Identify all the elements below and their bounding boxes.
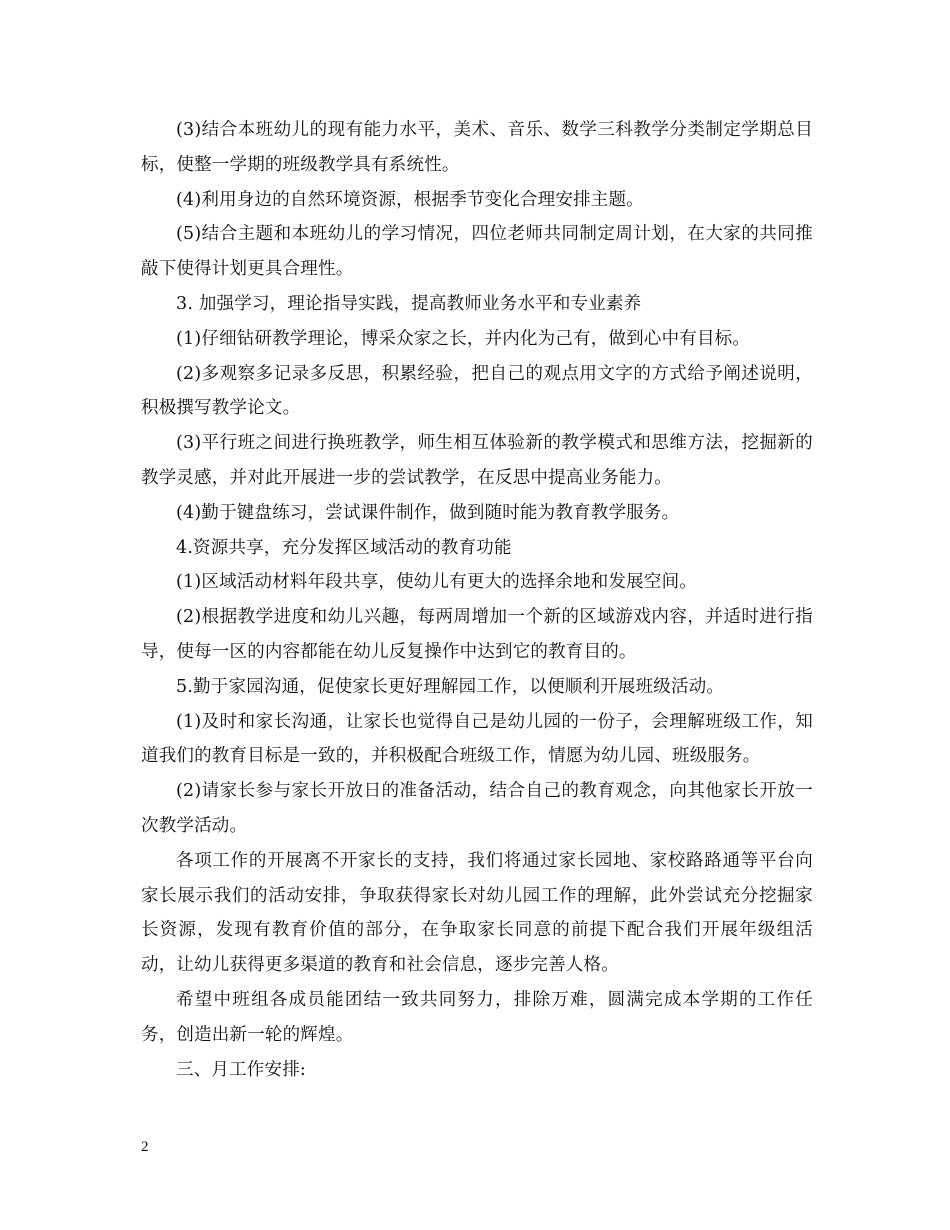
document-body [141,113,813,1087]
paragraph: 各项工作的开展离不开家长的支持，我们将通过家长园地、家校路路通等平台向家长展示我们的活动安排，争取获得家长对幼儿园工作的理解，此外尝试充分挖掘家长资源，发现有教育价值的部分，在争取家长同意的前提下配合我们开展年级组活动，让幼儿获得更多渠道的教育和社会信息，逐步完善人格。 [141,850,813,976]
paragraph: (3)结合本班幼儿的现有能力水平，美术、音乐、数学三科教学分类制定学期总目标，使整一学期的班级教学具有系统性。 [141,120,813,175]
section-heading: 三、月工作安排: [176,1059,306,1080]
paragraph: (1)区域活动材料年段共享，使幼儿有更大的选择余地和发展空间。 [176,572,697,593]
paragraph: (5)结合主题和本班幼儿的学习情况，四位老师共同制定周计划，在大家的共同推敲下使得计划更具合理性。 [141,224,813,280]
paragraph: (4)利用身边的自然环境资源，根据季节变化合理安排主题。 [176,189,644,210]
paragraph: (2)请家长参与家长开放日的准备活动，结合自己的教育观念，向其他家长开放一次教学活动。 [141,781,813,836]
section-heading: 5.勤于家园沟通，促使家长更好理解园工作，以便顺利开展班级活动。 [176,676,725,697]
section-heading: 4.资源共享，充分发挥区域活动的教育功能 [176,537,512,558]
paragraph: 希望中班组各成员能团结一致共同努力，排除万难，圆满完成本学期的工作任务，创造出新一轮的辉煌。 [141,989,813,1045]
paragraph: (2)根据教学进度和幼儿兴趣，每两周增加一个新的区域游戏内容，并适时进行指导，使每一区的内容都能在幼儿反复操作中达到它的教育目的。 [141,607,813,662]
paragraph: (1)及时和家长沟通，让家长也觉得自己是幼儿园的一份子，会理解班级工作，知道我们的教育目标是一致的，并积极配合班级工作，情愿为幼儿园、班级服务。 [141,711,813,767]
paragraph: (4)勤于键盘练习，尝试课件制作，做到随时能为教育教学服务。 [176,502,680,523]
section-heading: 3. 加强学习，理论指导实践，提高教师业务水平和专业素养 [176,293,642,314]
paragraph: (2)多观察多记录多反思，积累经验，把自己的观点用文字的方式给予阐述说明，积极撰写教学论文。 [141,363,813,419]
paragraph: (1)仔细钻研教学理论，博采众家之长，并内化为己有，做到心中有目标。 [176,328,751,349]
page-number: 2 [141,1139,149,1155]
paragraph: (3)平行班之间进行换班教学，师生相互体验新的教学模式和思维方法，挖掘新的教学灵感，并对此开展进一步的尝试教学，在反思中提高业务能力。 [141,433,813,488]
